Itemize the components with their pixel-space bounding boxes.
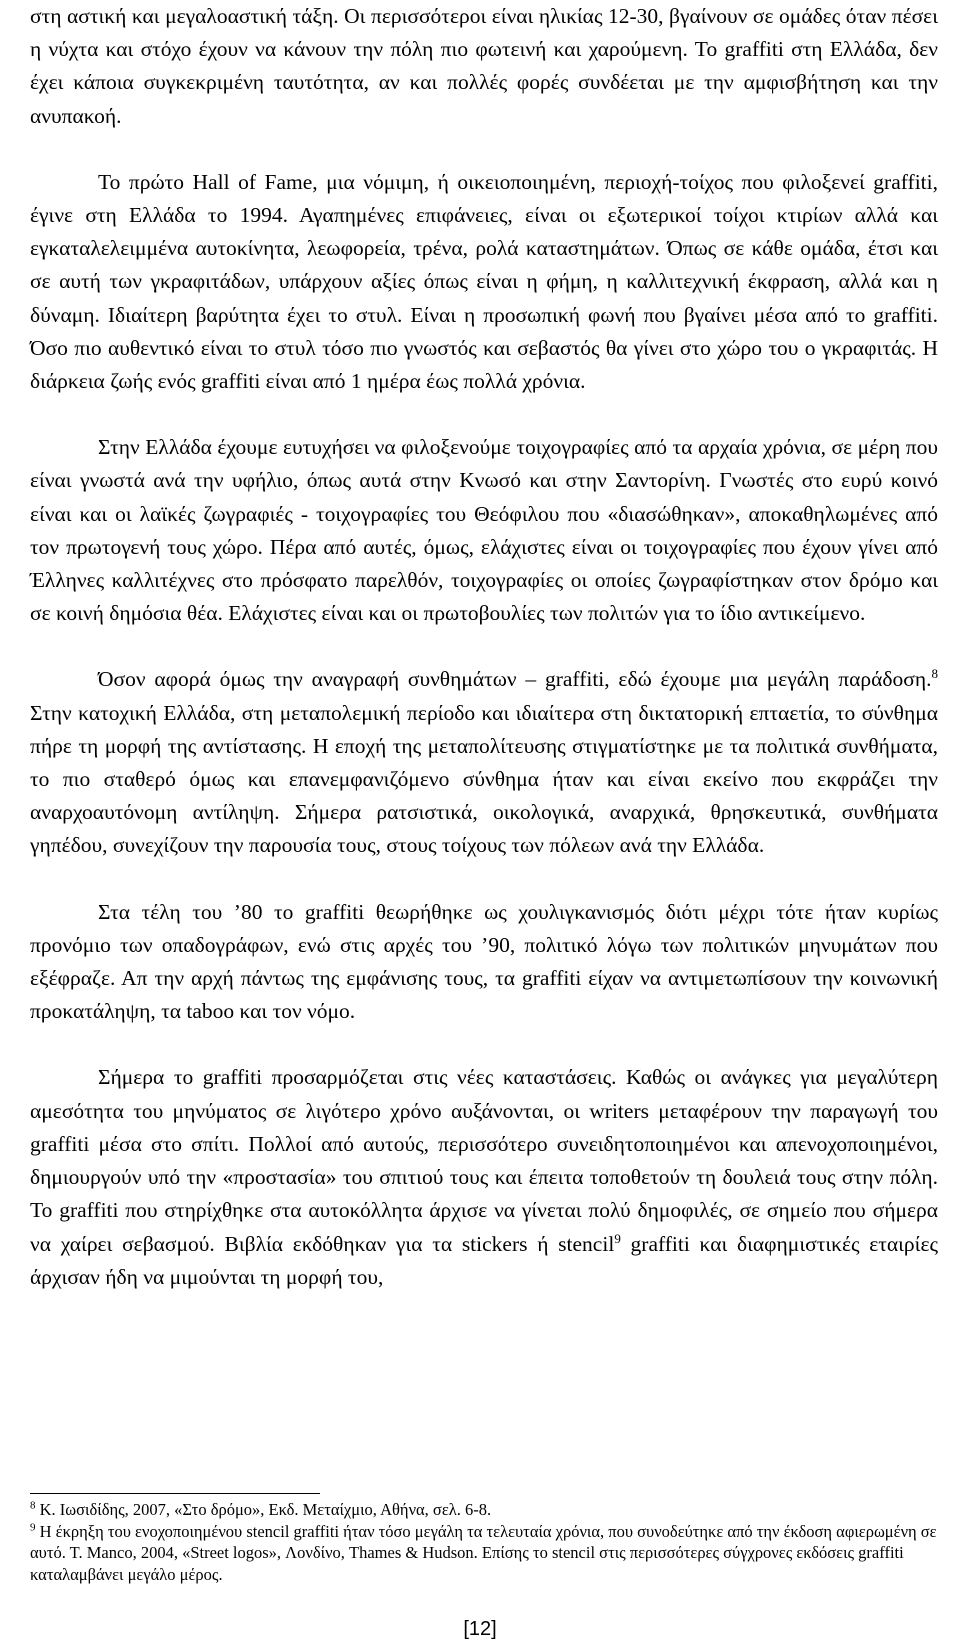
page-number: [12] bbox=[463, 1618, 497, 1640]
footnote-text: Κ. Ιωσιδίδης, 2007, «Στο δρόμο», Εκδ. Μεταίχμιο, Αθήνα, σελ. 6-8. bbox=[35, 1500, 492, 1519]
paragraph: στη αστική και μεγαλοαστική τάξη. Οι περισσότεροι είναι ηλικίας 12-30, βγαίνουν σε ομάδες όταν πέσει η νύχτα και στόχο έχουν να κάνουν την πόλη πιο φωτεινή και χαρούμενη. Το graffiti στη Ελλάδα, δεν έχει κάποια συγκεκριμένη ταυτότητα, αν και πολλές φορές συνδέεται με την αμφισβήτηση και την ανυπακοή. bbox=[30, 4, 938, 128]
paragraph-text: graffiti και διαφημιστικές εταιρίες άρχισαν ήδη να μιμούνται τη μορφή του, bbox=[30, 1231, 938, 1289]
footnote-number: 9 bbox=[30, 1521, 36, 1533]
paragraph: Στην Ελλάδα έχουμε ευτυχήσει να φιλοξενούμε τοιχογραφίες από τα αρχαία χρόνια, σε μέρη που είναι γνωστά ανά την υφήλιο, όπως αυτά στην Κνωσό και στην Σαντορίνη. Γνωστές στο ευρύ κοινό είναι και οι λαϊκές ζωγραφιές - τοιχογραφίες του Θεόφιλου που «διασώθηκαν», αποκαθηλωμένες από τον πρωτογενή τους χώρο. Πέρα από αυτές, όμως, ελάχιστες είναι οι τοιχογραφίες που έχουν γίνει από Έλληνες καλλιτέχνες στο πρόσφατο παρελθόν, τοιχογραφίες οι οποίες ζωγραφίστηκαν στον δρόμο και σε κοινή δημόσια θέα. Ελάχιστες είναι και οι πρωτοβουλίες των πολιτών για το ίδιο αντικείμενο. bbox=[30, 435, 938, 626]
paragraph: Στα τέλη του ’80 το graffiti θεωρήθηκε ως χουλιγκανισμός διότι μέχρι τότε ήταν κυρίως προνόμιο των οπαδογράφων, ενώ στις αρχές του ’90, πολιτικό λόγω των πολιτικών μηνυμάτων που εξέφραζε. Απ την αρχή πάντως της εμφάνισης τους, τα graffiti είχαν να αντιμετωπίσουν την κοινωνική προκατάληψη, τα taboo και τον νόμο. bbox=[30, 899, 938, 1024]
footnote-ref-8: 8 bbox=[931, 666, 938, 682]
paragraph: Το πρώτο Hall of Fame, μια νόμιμη, ή οικειοποιημένη, περιοχή-τοίχος που φιλοξενεί graffiti, έγινε στη Ελλάδα το 1994. Αγαπημένες επιφάνειες, είναι οι εξωτερικοί τοίχοι κτιρίων αλλά και εγκαταλελειμμένα αυτοκίνητα, λεωφορεία, τρένα, ρολά καταστημάτων. Όπως σε κάθε ομάδα, έτσι και σε αυτή των γκραφιτάδων, υπάρχουν αξίες όπως είναι η φήμη, η καλλιτεχνική έκφραση, αλλά και η δύναμη. Ιδιαίτερη βαρύτητα έχει το στυλ. Είναι η προσωπική φωνή που βγαίνει μέσα από το graffiti. Όσο πιο αυθεντικό είναι το στυλ τόσο πιο γνωστός και σεβαστός θα γίνει στο χώρο του ο γκραφιτάς. Η διάρκεια ζωής ενός graffiti είναι από 1 ημέρα έως πολλά χρόνια. bbox=[30, 169, 938, 394]
paragraph-text: Σήμερα το graffiti προσαρμόζεται στις νέες καταστάσεις. Καθώς οι ανάγκες για μεγαλύτερη αμεσότητα του μηνύματος σε λιγότερο χρόνο αυξάνονται, οι writers μεταφέρουν την παραγωγή του graffiti μέσα στο σπίτι. Πολλοί από αυτούς, περισσότερο συνειδητοποιημένοι και απενοχοποιημένοι, δημιουργούν υπό την «προστασία» του σπιτιού τους και έπειτα τοποθετούν τη δουλειά τους στην πόλη. Το graffiti που στηρίχθηκε στα αυτοκόλλητα άρχισε να γίνεται πολύ δημοφιλές, σε σημείο που σήμερα να χαίρει σεβασμού. Βιβλία εκδόθηκαν για τα stickers ή stencil bbox=[30, 1065, 938, 1256]
paragraph bbox=[30, 1061, 938, 1293]
footnote-text: Η έκρηξη του ενοχοποιημένου stencil graffiti ήταν τόσο μεγάλη τα τελευταία χρόνια, που συνοδεύτηκε από την έκδοση αφιερωμένη σε αυτό. Τ. Manco, 2004, «Street logos», Λονδίνο, Thames & Hudson. Επίσης το stencil στις περισσότερες σύγχρονες εκδόσεις graffiti καταλαμβάνει μεγάλο μέρος. bbox=[30, 1521, 937, 1584]
footnote-ref-9: 9 bbox=[614, 1230, 621, 1246]
footnote-8 bbox=[30, 1499, 938, 1521]
document-body bbox=[30, 0, 938, 1294]
footnotes bbox=[30, 1499, 938, 1585]
footnote-9 bbox=[30, 1521, 938, 1586]
paragraph-text: Στην κατοχική Ελλάδα, στη μεταπολεμική περίοδο και ιδιαίτερα στη δικτατορική επταετία, το σύνθημα πήρε τη μορφή της αντίστασης. Η εποχή της μεταπολίτευσης στιγματίστηκε με τα πολιτικά συνθήματα, το πιο σταθερό όμως και επανεμφανιζόμενο σύνθημα ήταν και είναι εκείνο που εκφράζει την αναρχοαυτόνομη αντίληψη. Σήμερα ρατσιστικά, οικολογικά, αναρχικά, θρησκευτικά, συνθήματα γηπέδου, συνεχίζουν την παρουσία τους, στους τοίχους των πόλεων ανά την Ελλάδα. bbox=[30, 700, 938, 858]
paragraph bbox=[30, 663, 938, 862]
footnote-separator bbox=[30, 1493, 320, 1494]
footnote-number: 8 bbox=[30, 1499, 36, 1512]
paragraph-text: Όσον αφορά όμως την αναγραφή συνθημάτων – graffiti, εδώ έχουμε μια μεγάλη παράδοση. bbox=[98, 667, 932, 692]
